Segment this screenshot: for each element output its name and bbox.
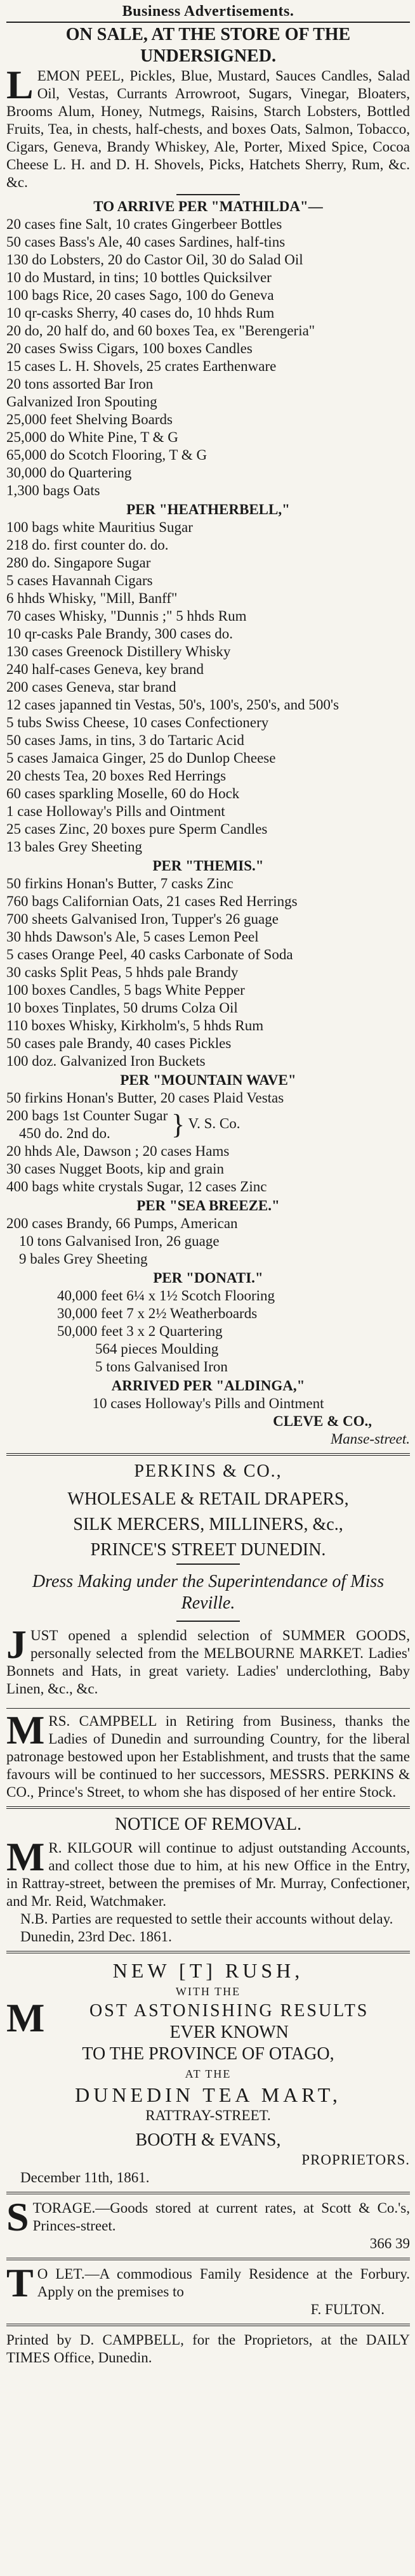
- cleve-drop-cap: L: [6, 62, 34, 107]
- list-item: 30 cases Nugget Boots, kip and grain: [6, 1161, 225, 1177]
- list-item: 50,000 feet 3 x 2 Quartering: [57, 1323, 223, 1339]
- cleve-title-1: ON SALE, AT THE STORE OF THE: [65, 25, 351, 44]
- sea-breeze-list: [6, 1215, 410, 1268]
- list-item: 100 boxes Candles, 5 bags White Pepper: [6, 982, 245, 998]
- removal-title: NOTICE OF REMOVAL.: [114, 1815, 302, 1834]
- mountain-wave-title: PER "MOUNTAIN WAVE": [120, 1072, 296, 1088]
- campbell-text: RS. CAMPBELL in Retiring from Business, thanks the Ladies of Dunedin and surrounding Country, for the liberal patronage bestowed upon her Establishment, and trusts that the same favours will be continued to her successors, MESSRS. PERKINS & CO., Prince's Street, to whom she has disposed of her entire Stock.: [6, 1713, 410, 1800]
- mathilda-list: [6, 216, 410, 500]
- list-item: 50 cases Bass's Ale, 40 cases Sardines, half-tins: [6, 234, 286, 250]
- removal-body: [6, 1834, 410, 1910]
- printer-footer: Printed by D. CAMPBELL, for the Proprietors, at the DAILY TIMES Office, Dunedin.: [6, 2332, 410, 2366]
- just-opened-text: UST opened a splendid selection of SUMMER GOODS, personally selected from the MELBOURNE MARKET. Ladies' Bonnets and Hats, in great variety. Ladies' underclothing, Baby Linen, &c., &c.: [6, 1628, 410, 1697]
- section-rule: [6, 1951, 410, 1953]
- perkins-advertisement: [6, 1461, 410, 1801]
- list-item: 218 do. first counter do. do.: [6, 537, 169, 553]
- brace-lines: [6, 1107, 168, 1142]
- section-rule: [6, 2258, 410, 2260]
- tea-line-6: AT THE: [185, 2068, 232, 2080]
- list-item: 30 casks Split Peas, 5 hhds pale Brandy: [6, 964, 239, 980]
- heatherbell-list: [6, 519, 410, 856]
- list-item: 1,300 bags Oats: [6, 482, 100, 498]
- list-item: 70 cases Whisky, "Dunnis ;" 5 hhds Rum: [6, 608, 247, 624]
- list-item: 130 cases Greenock Distillery Whisky: [6, 644, 231, 659]
- list-item: 400 bags white crystals Sugar, 12 cases Zinc: [6, 1179, 267, 1194]
- header-rule: [6, 22, 410, 23]
- donati-title: PER "DONATI.": [153, 1270, 263, 1286]
- list-item: 20 cases Swiss Cigars, 100 boxes Candles: [6, 340, 253, 356]
- cleve-intro-text: EMON PEEL, Pickles, Blue, Mustard, Sauces Candles, Salad Oil, Vestas, Currants Arrowroot, Sugars, Vinegar, Bloaters, Brooms Alum, Honey, Nutmegs, Raisins, Starch Lobsters, Bottled Fruits, Tea, in chests, half-chests, and boxes Oats, Salmon, Tobacco, Cigars, Geneva, Brandy Whiskey, Ale, Porter, Mixed Spice, Cocoa Cheese L. H. and D. H. Shovels, Picks, Hatchets Sherry, Rum, &c. &c.: [6, 68, 410, 190]
- list-item: 760 bags Californian Oats, 21 cases Red Herrings: [6, 893, 298, 909]
- list-item: 25,000 feet Shelving Boards: [6, 411, 173, 427]
- list-item: 100 bags white Mauritius Sugar: [6, 519, 193, 535]
- mathilda-title: TO ARRIVE PER "MATHILDA"—: [93, 198, 323, 214]
- list-item: 564 pieces Moulding: [95, 1341, 219, 1357]
- list-item: 20 tons assorted Bar Iron: [6, 376, 154, 392]
- storage-advertisement: [6, 2194, 410, 2253]
- list-item: 9 bales Grey Sheeting: [19, 1251, 148, 1267]
- storage-drop-cap: S: [6, 2194, 29, 2239]
- removal-advertisement: [6, 1814, 410, 1946]
- campbell-drop-cap: M: [6, 1707, 45, 1752]
- perkins-title-1: PERKINS & CO.,: [134, 1461, 282, 1481]
- sea-breeze-title: PER "SEA BREEZE.": [136, 1198, 280, 1214]
- list-item: 60 cases sparkling Moselle, 60 do Hock: [6, 786, 240, 801]
- list-item: 280 do. Singapore Sugar: [6, 555, 151, 571]
- divider: [176, 1621, 240, 1622]
- list-item: 6 hhds Whisky, "Mill, Banff": [6, 590, 178, 606]
- removal-date: Dunedin, 23rd Dec. 1861.: [20, 1929, 172, 1945]
- perkins-title-4: PRINCE'S STREET DUNEDIN.: [90, 1540, 326, 1560]
- tea-mart-advertisement: [6, 1958, 410, 2187]
- list-item: 20 hhds Ale, Dawson ; 20 cases Hams: [6, 1143, 230, 1159]
- tea-line-7: DUNEDIN TEA MART,: [75, 2083, 341, 2106]
- list-item: 5 tons Galvanised Iron: [95, 1359, 228, 1375]
- list-item: 100 doz. Galvanized Iron Buckets: [6, 1053, 206, 1069]
- list-item: 5 cases Havannah Cigars: [6, 573, 153, 588]
- storage-ref: 366 39: [369, 2236, 410, 2251]
- list-item: 50 cases Jams, in tins, 3 do Tartaric Acid: [6, 732, 244, 748]
- heatherbell-title: PER "HEATHERBELL,": [126, 502, 290, 517]
- page-header: Business Advertisements.: [122, 3, 294, 20]
- list-item: 10 qr-casks Pale Brandy, 300 cases do.: [6, 626, 234, 642]
- list-item: 30,000 feet 7 x 2½ Weatherboards: [57, 1305, 258, 1321]
- list-item: 25 cases Zinc, 20 boxes pure Sperm Candles: [6, 821, 268, 837]
- list-item: Galvanized Iron Spouting: [6, 394, 157, 410]
- list-item: 15 cases L. H. Shovels, 25 crates Earthenware: [6, 358, 277, 374]
- cleve-advertisement: [6, 24, 410, 1448]
- list-item: 5 cases Jamaica Ginger, 25 do Dunlop Cheese: [6, 750, 276, 766]
- just-drop-cap: J: [6, 1622, 27, 1667]
- just-opened-notice: [6, 1622, 410, 1698]
- list-item: 700 sheets Galvanised Iron, Tupper's 26 guage: [6, 911, 279, 927]
- mountain-wave-list: [6, 1089, 410, 1196]
- list-item: 10 qr-casks Sherry, 40 cases do, 10 hhds Rum: [6, 305, 275, 321]
- removal-text: R. KILGOUR will continue to adjust outstanding Accounts, and collect those due to him, at his new Office in the Entry, in Rattray-street, between the premises of Mr. Murray, Confectioner, and Mr. Reid, Watchmaker.: [6, 1840, 410, 1909]
- to-let-advertisement: [6, 2260, 410, 2319]
- tea-line-5: TO THE PROVINCE OF OTAGO,: [82, 2044, 334, 2064]
- brace-mark: }: [171, 1109, 185, 1140]
- list-item: 1 case Holloway's Pills and Ointment: [6, 803, 225, 819]
- dress-making-notice: Dress Making under the Superintendance of Miss Reville.: [32, 1572, 385, 1613]
- removal-nb: N.B. Parties are requested to settle their accounts without delay.: [20, 1911, 393, 1927]
- section-rule: [6, 2192, 410, 2194]
- notice-rule: [6, 1708, 410, 1709]
- list-item: 5 cases Orange Peel, 40 casks Carbonate of Soda: [6, 947, 293, 962]
- list-item: 450 do. 2nd do.: [19, 1125, 110, 1141]
- tolet-text: O LET.—A commodious Family Residence at the Forbury. Apply on the premises to: [37, 2266, 410, 2300]
- aldinga-title: ARRIVED PER "ALDINGA,": [111, 1378, 305, 1394]
- list-item: 50 firkins Honan's Butter, 20 cases Plaid Vestas: [6, 1090, 284, 1106]
- list-item: 10 tons Galvanised Iron, 26 guage: [19, 1233, 220, 1249]
- list-item: 10 boxes Tinplates, 50 drums Colza Oil: [6, 1000, 238, 1016]
- tea-line-8: RATTRAY-STREET.: [145, 2107, 271, 2123]
- section-rule: [6, 1806, 410, 1809]
- tea-drop-cap: M: [6, 2000, 45, 2040]
- brace-label: V. S. Co.: [188, 1115, 240, 1132]
- list-item: 13 bales Grey Sheeting: [6, 839, 142, 855]
- tea-line-1: NEW [T] RUSH,: [112, 1959, 304, 1982]
- tea-line-4: EVER KNOWN: [169, 2023, 289, 2042]
- list-item: 100 bags Rice, 20 cases Sago, 100 do Geneva: [6, 287, 274, 303]
- list-item: 130 do Lobsters, 20 do Castor Oil, 30 do Salad Oil: [6, 252, 303, 268]
- list-item: 200 bags 1st Counter Sugar: [6, 1108, 168, 1123]
- tea-headline: [6, 2000, 410, 2043]
- tea-line-9: BOOTH & EVANS,: [135, 2130, 281, 2150]
- cleve-title-2: UNDERSIGNED.: [140, 46, 276, 66]
- tea-line-10: PROPRIETORS.: [301, 2152, 410, 2168]
- list-item: 20 cases fine Salt, 10 crates Gingerbeer Bottles: [6, 216, 282, 232]
- list-item: 110 boxes Whisky, Kirkholm's, 5 hhds Rum: [6, 1018, 264, 1033]
- tolet-signature: F. FULTON.: [310, 2301, 385, 2317]
- donati-list: [6, 1287, 410, 1376]
- cleve-signature: CLEVE & CO.,: [273, 1413, 372, 1429]
- list-item: 240 half-cases Geneva, key brand: [6, 661, 204, 677]
- perkins-title-3: SILK MERCERS, MILLINERS, &c.,: [73, 1515, 343, 1534]
- list-item: 40,000 feet 6¼ x 1½ Scotch Flooring: [57, 1288, 275, 1304]
- list-item: 25,000 do White Pine, T & G: [6, 429, 178, 445]
- tea-line-3: OST ASTONISHING RESULTS: [89, 2001, 369, 2021]
- campbell-notice: [6, 1707, 410, 1801]
- list-item: 65,000 do Scotch Flooring, T & G: [6, 447, 208, 463]
- section-rule: [6, 1453, 410, 1456]
- list-item: 12 cases japanned tin Vestas, 50's, 100's, 250's, and 500's: [6, 697, 339, 713]
- brace-group: [6, 1107, 410, 1142]
- perkins-title-2: WHOLESALE & RETAIL DRAPERS,: [67, 1489, 349, 1509]
- list-item: 30 hhds Dawson's Ale, 5 cases Lemon Peel: [6, 929, 259, 945]
- list-item: 200 cases Brandy, 66 Pumps, American: [6, 1215, 238, 1231]
- list-item: 20 chests Tea, 20 boxes Red Herrings: [6, 768, 227, 784]
- list-item: 10 cases Holloway's Pills and Ointment: [92, 1395, 324, 1411]
- tea-date: December 11th, 1861.: [20, 2170, 150, 2185]
- list-item: 20 do, 20 half do, and 60 boxes Tea, ex "Berengeria": [6, 323, 315, 339]
- list-item: 30,000 do Quartering: [6, 465, 132, 481]
- removal-drop-cap: M: [6, 1834, 45, 1879]
- list-item: 50 cases pale Brandy, 40 cases Pickles: [6, 1035, 232, 1051]
- cleve-address: Manse-street.: [331, 1431, 410, 1447]
- storage-text: TORAGE.—Goods stored at current rates, at Scott & Co.'s, Princes-street.: [32, 2200, 410, 2234]
- divider: [176, 1563, 240, 1565]
- list-item: 5 tubs Swiss Cheese, 10 cases Confectionery: [6, 715, 269, 730]
- list-item: 200 cases Geneva, star brand: [6, 679, 176, 695]
- themis-title: PER "THEMIS.": [152, 858, 264, 874]
- cleve-intro: [6, 62, 410, 191]
- list-item: 50 firkins Honan's Butter, 7 casks Zinc: [6, 876, 234, 891]
- tolet-drop-cap: T: [6, 2260, 34, 2305]
- divider: [176, 194, 240, 195]
- tea-line-2: WITH THE: [175, 1985, 241, 1998]
- section-rule: [6, 2324, 410, 2326]
- list-item: 10 do Mustard, in tins; 10 bottles Quicksilver: [6, 269, 272, 285]
- themis-list: [6, 875, 410, 1070]
